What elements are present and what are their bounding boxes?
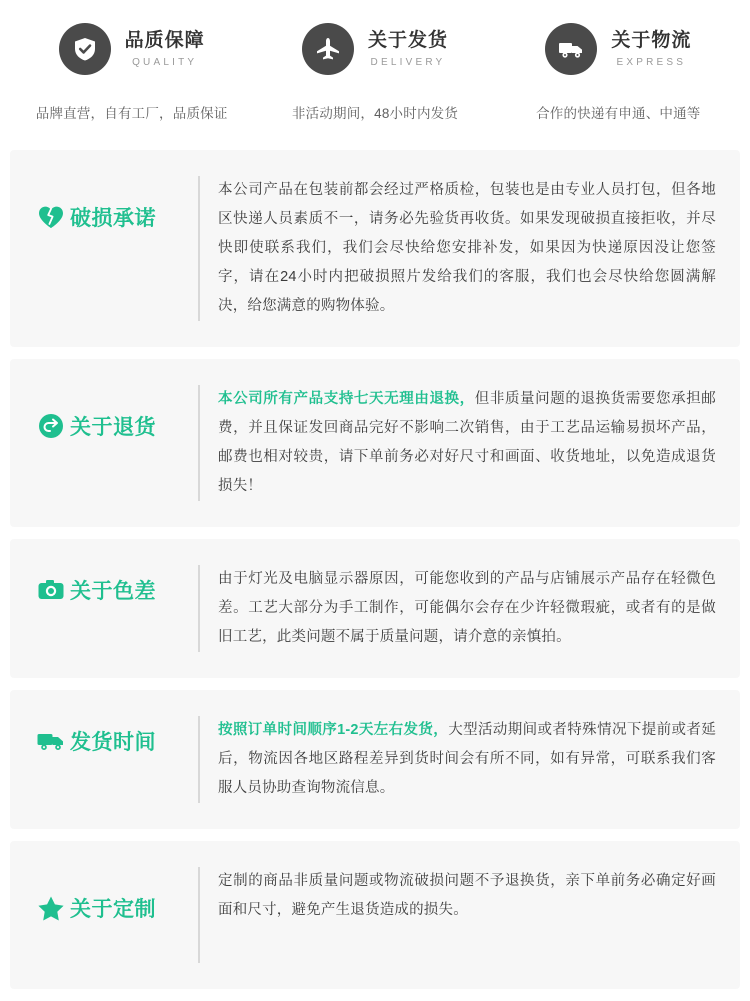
policy-card-body [198, 176, 716, 321]
policy-card-header [26, 385, 198, 441]
top-feature-row [0, 18, 750, 122]
camera-icon [36, 575, 66, 605]
top-feature-subtitle: DELIVERY [370, 56, 446, 68]
policy-card-highlight: 本公司所有产品支持七天无理由退换， [218, 391, 475, 407]
policy-card-header [26, 565, 198, 605]
policy-card-label: 关于退货 [70, 416, 156, 439]
policy-card-returns [10, 359, 740, 527]
top-feature-heading [545, 18, 691, 80]
policy-card-highlight: 按照订单时间顺序1-2天左右发货， [218, 722, 449, 738]
top-feature-heading [302, 18, 448, 80]
policy-card-text: 大型活动期间或者特殊情况下提前或者延后，物流因各地区路程差异到货时间会有所不同，如有异常，可联系我们客服人员协助查询物流信息。 [218, 722, 716, 796]
top-feature-desc: 非活动期间，48小时内发货 [291, 106, 459, 121]
top-feature-title: 品质保障 [124, 30, 205, 52]
return-arrow-icon [36, 411, 66, 441]
delivery-truck-icon [36, 726, 66, 756]
policy-card-header [26, 867, 198, 923]
top-feature-desc: 品牌直营，自有工厂，品质保证 [35, 106, 228, 121]
policy-card-header [26, 716, 198, 756]
top-feature-desc: 合作的快递有申通、中通等 [536, 106, 701, 121]
broken-heart-icon [36, 202, 66, 232]
policy-card-text: 定制的商品非质量问题或物流破损问题不予退换货，亲下单前务必确定好画面和尺寸，避免产生退货造成的损失。 [218, 873, 716, 918]
top-feature-title: 关于物流 [611, 30, 692, 52]
top-feature-titles [611, 29, 691, 69]
policy-card-list [0, 150, 750, 989]
policy-card-label: 关于色差 [70, 580, 156, 603]
top-feature-subtitle: QUALITY [132, 56, 198, 68]
policy-card-damage [10, 150, 740, 347]
policy-card-custom [10, 841, 740, 989]
policy-card-shipping-time [10, 690, 740, 829]
top-feature-delivery [253, 18, 496, 122]
policy-card-label: 破损承诺 [70, 207, 156, 230]
policy-card-body [198, 867, 716, 963]
top-feature-titles [125, 29, 205, 69]
top-feature-subtitle: EXPRESS [616, 56, 687, 68]
airplane-icon [302, 23, 354, 75]
policy-card-text: 但非质量问题的退换货需要您承担邮费，并且保证发回商品完好不影响二次销售，由于工艺品运输易损坏产品，邮费也相对较贵，请下单前务必对好尺寸和画面、收货地址，以免造成退货损失！ [218, 391, 716, 494]
policy-card-header [26, 176, 198, 232]
top-feature-quality [10, 18, 253, 122]
policy-card-body [198, 565, 716, 652]
policy-card-text: 本公司产品在包装前都会经过严格质检，包装也是由专业人员打包，但各地区快递人员素质不一，请务必先验货再收货。如果发现破损直接拒收，并尽快即使联系我们，我们会尽快给您安排补发，如果因为快递原因没让您签字，请在24小时内把破损照片发给我们的客服，我们也会尽快给您圆满解决，给您满意的购物体验。 [218, 182, 716, 314]
policy-card-text: 由于灯光及电脑显示器原因，可能您收到的产品与店铺展示产品存在轻微色差。工艺大部分为手工制作，可能偶尔会存在少许轻微瑕疵，或者有的是做旧工艺，此类问题不属于质量问题，请介意的亲慎拍。 [218, 571, 716, 645]
policy-card-body [198, 716, 716, 803]
policy-card-label: 关于定制 [70, 898, 156, 921]
policy-card-body [198, 385, 716, 501]
policy-card-color [10, 539, 740, 678]
policy-card-label: 发货时间 [70, 731, 156, 754]
top-feature-heading [59, 18, 205, 80]
star-icon [36, 893, 66, 923]
top-feature-express [497, 18, 740, 122]
top-feature-titles [368, 29, 448, 69]
truck-icon [545, 23, 597, 75]
top-feature-title: 关于发货 [367, 30, 448, 52]
shield-check-icon [59, 23, 111, 75]
